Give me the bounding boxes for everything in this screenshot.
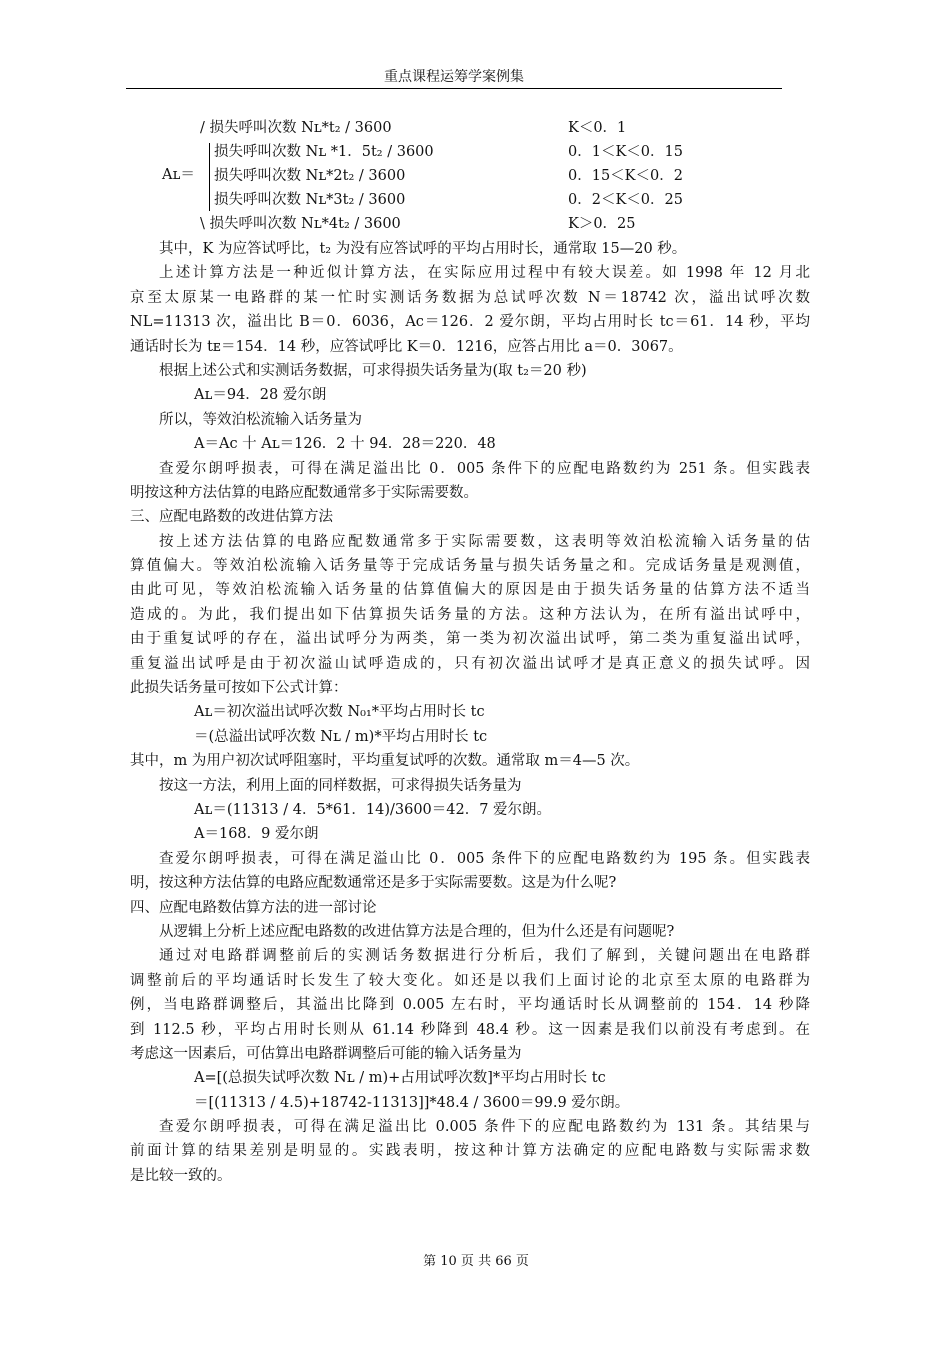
paragraph-line: 明按这种方法估算的电路应配数通常多于实际需要数。 bbox=[130, 484, 478, 501]
paragraph-line: 例，当电路群调整后，其溢出比降到 0.005 左右时，平均通话时长从调整前的 154．14 秒降 bbox=[130, 997, 810, 1014]
page-header: 重点课程运筹学案例集 bbox=[384, 69, 524, 85]
page-footer: 第 10 页 共 66 页 bbox=[423, 1254, 529, 1269]
paragraph-line: 京至太原某一电路群的某一忙时实测话务数据为总试呼次数 N＝18742 次，溢出试呼次数 bbox=[130, 289, 810, 306]
paragraph-line: 通过对电路群调整前后的实测话务数据进行分析后，我们了解到，关键问题出在电路群 bbox=[159, 948, 810, 965]
formula-row-condition: 0．1＜K＜0．15 bbox=[568, 144, 683, 160]
paragraph-line: 到 112.5 秒，平均占用时长则从 61.14 秒降到 48.4 秒。这一因素是我们以前没有考虑到。在 bbox=[130, 1021, 810, 1038]
paragraph-line: 由于重复试呼的存在，溢出试呼分为两类，第一类为初次溢出试呼，第二类为重复溢出试呼， bbox=[130, 631, 810, 648]
equation-line: Aʟ＝初次溢出试呼次数 N₀₁*平均占用时长 tc bbox=[194, 704, 485, 721]
paragraph-line: 明，按这种方法估算的电路应配数通常还是多于实际需要数。这是为什么呢? bbox=[130, 875, 617, 892]
formula-row-condition: K＞0．25 bbox=[568, 216, 636, 232]
paragraph-line: 算值偏大。等效泊松流输入话务量等于完成话务量与损失话务量之和。完成话务量是观测值， bbox=[130, 558, 810, 575]
equation-line: A＝168．9 爱尔朗 bbox=[194, 826, 319, 843]
paragraph-line: 根据上述公式和实测话务数据，可求得损失话务量为(取 t₂＝20 秒) bbox=[159, 362, 587, 379]
paragraph-line: NL=11313 次，溢出比 B＝0．6036，Ac＝126．2 爱尔朗，平均占用时长 tc＝61．14 秒，平均 bbox=[130, 314, 810, 331]
paragraph-line: 考虑这一因素后，可估算出电路群调整后可能的输入话务量为 bbox=[130, 1045, 522, 1062]
section-heading: 四、应配电路数估算方法的进一部讨论 bbox=[130, 899, 377, 916]
paragraph-line: 调整前后的平均通话时长发生了较大变化。如还是以我们上面讨论的北京至太原的电路群为 bbox=[130, 972, 810, 989]
paragraph-line: 通话时长为 tᴇ＝154．14 秒，应答试呼比 K＝0．1216，应答占用比 a＝0．3067。 bbox=[130, 338, 683, 355]
formula-row-condition: 0．15＜K＜0．2 bbox=[568, 168, 683, 184]
equation-line: ＝(总溢出试呼次数 Nʟ / m)*平均占用时长 tc bbox=[194, 728, 488, 745]
formula-row-expr: 损失呼叫次数 Nʟ*3t₂ / 3600 bbox=[214, 192, 406, 208]
paragraph-line: 是比较一致的。 bbox=[130, 1167, 232, 1184]
header-rule bbox=[126, 88, 782, 89]
equation-line: Aʟ＝94．28 爱尔朗 bbox=[194, 387, 327, 404]
section-heading: 三、应配电路数的改进估算方法 bbox=[130, 509, 333, 526]
equation-line: A=[(总损失试呼次数 Nʟ / m)+占用试呼次数]*平均占用时长 tc bbox=[194, 1070, 606, 1087]
paragraph-line: 上述计算方法是一种近似计算方法，在实际应用过程中有较大误差。如 1998 年 12 月北 bbox=[159, 265, 810, 282]
equation-line: Aʟ＝(11313 / 4．5*61．14)/3600＝42．7 爱尔朗。 bbox=[194, 801, 552, 818]
paragraph-line: 由此可见，等效泊松流输入话务量的估算值偏大的原因是由于损失话务量的估算方法不适当 bbox=[130, 582, 810, 599]
formula-row-condition: 0．2＜K＜0．25 bbox=[568, 192, 683, 208]
formula-row-expr: / 损失呼叫次数 Nʟ*t₂ / 3600 bbox=[200, 120, 392, 136]
paragraph-line: 重复溢出试呼是由于初次溢山试呼造成的，只有初次溢出试呼才是真正意义的损失试呼。因 bbox=[130, 655, 810, 672]
paragraph-line: 从逻辑上分析上述应配电路数的改进估算方法是合理的，但为什么还是有问题呢? bbox=[159, 923, 675, 940]
paragraph-line: 按这一方法，利用上面的同样数据，可求得损失话务量为 bbox=[159, 777, 522, 794]
paragraph-line: 造成的。为此，我们提出如下估算损失话务量的方法。这种方法认为，在所有溢出试呼中， bbox=[130, 606, 810, 623]
formula-row-expr: 损失呼叫次数 Nʟ *1．5t₂ / 3600 bbox=[214, 144, 434, 160]
paragraph-line: 查爱尔朗呼损表，可得在满足溢出比 0.005 条件下的应配电路数约为 131 条。其结果与 bbox=[159, 1119, 810, 1136]
equation-line: ＝[(11313 / 4.5)+18742-11313]]*48.4 / 3600＝99.9 爱尔朗。 bbox=[194, 1094, 630, 1111]
paragraph-line: 按上述方法估算的电路应配数通常多于实际需要数，这表明等效泊松流输入话务量的估 bbox=[159, 533, 810, 550]
paragraph-line: 查爱尔朗呼损表，可得在满足溢山比 0．005 条件下的应配电路数约为 195 条。但实践表 bbox=[159, 850, 810, 867]
paragraph-line: 所以，等效泊松流输入话务量为 bbox=[159, 411, 362, 428]
paragraph-line: 其中，K 为应答试呼比，t₂ 为没有应答试呼的平均占用时长，通常取 15—20 秒。 bbox=[159, 241, 687, 257]
paragraph-line: 查爱尔朗呼损表，可得在满足溢出比 0．005 条件下的应配电路数约为 251 条。但实践表 bbox=[159, 460, 810, 477]
paragraph-line: 其中，m 为用户初次试呼阻塞时，平均重复试呼的次数。通常取 m＝4—5 次。 bbox=[130, 753, 640, 770]
formula-row-condition: K＜0．1 bbox=[568, 120, 627, 136]
page-body bbox=[130, 116, 810, 1188]
paragraph-line: 此损失话务量可按如下公式计算： bbox=[130, 680, 348, 697]
paragraph-line: 前面计算的结果差别是明显的。实践表明，按这种计算方法确定的应配电路数与实际需求数 bbox=[130, 1143, 810, 1160]
equation-line: A＝Ac 十 Aʟ＝126．2 十 94．28＝220．48 bbox=[194, 436, 496, 453]
formula-lhs: Aʟ＝ bbox=[162, 167, 195, 183]
formula-row-expr: 损失呼叫次数 Nʟ*2t₂ / 3600 bbox=[214, 168, 406, 184]
loss-traffic-formula bbox=[130, 116, 810, 237]
formula-brace bbox=[209, 143, 210, 211]
formula-row-expr: \ 损失呼叫次数 Nʟ*4t₂ / 3600 bbox=[200, 216, 401, 232]
